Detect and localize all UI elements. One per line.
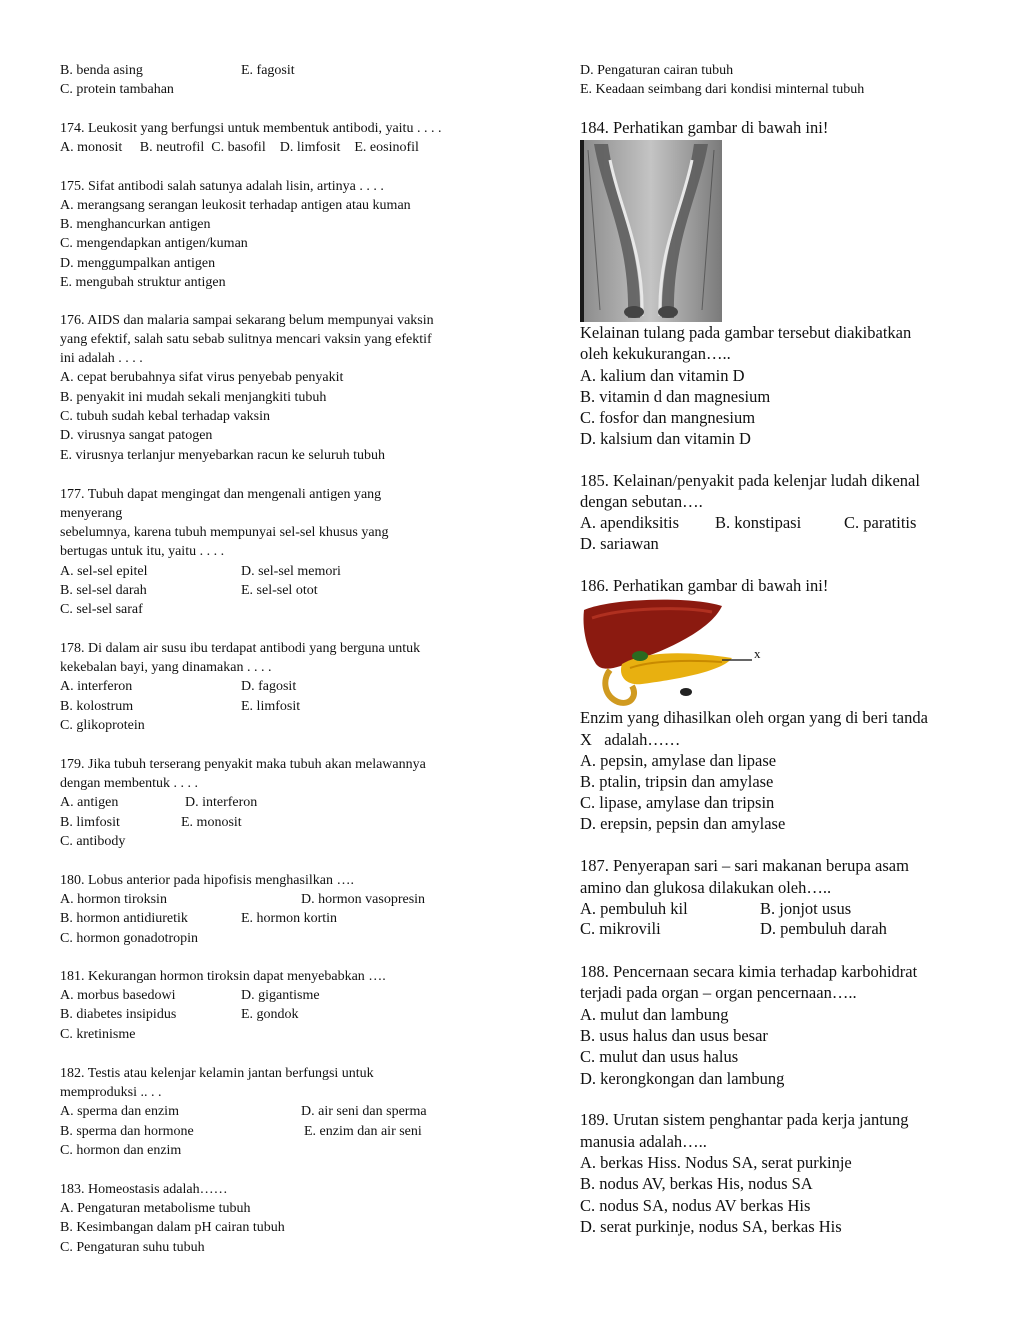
option-b: B. jonjot usus <box>760 899 852 918</box>
option-c: C. sel-sel saraf <box>60 602 143 617</box>
option-c: C. nodus SA, nodus AV berkas His <box>580 1196 811 1215</box>
option-b: B. menghancurkan antigen <box>60 217 211 232</box>
option-a: A. apendiksitis <box>580 513 679 532</box>
option-e: E. sel-sel otot <box>241 583 318 598</box>
question-187-line-2: amino dan glukosa dilakukan oleh….. <box>580 878 832 897</box>
option-d: D. menggumpalkan antigen <box>60 256 216 271</box>
option-d: D. pembuluh darah <box>760 919 887 938</box>
option-d: D. kerongkongan dan lambung <box>580 1069 785 1088</box>
option-b: B. diabetes insipidus <box>60 1007 177 1022</box>
option-c: C. protein tambahan <box>60 82 174 97</box>
option-d: D. interferon <box>185 795 258 810</box>
option-c: C. mikrovili <box>580 919 661 938</box>
option-a: A. cepat berubahnya sifat virus penyebab penyakit <box>60 370 344 385</box>
question-183: 183. Homeostasis adalah…… <box>60 1182 228 1197</box>
option-d: D. hormon vasopresin <box>301 892 426 907</box>
option-b: B. nodus AV, berkas His, nodus SA <box>580 1174 813 1193</box>
option-d: D. kalsium dan vitamin D <box>580 429 751 448</box>
question-181: 181. Kekurangan hormon tiroksin dapat menyebabkan …. <box>60 969 386 984</box>
question-178-line-1: 178. Di dalam air susu ibu terdapat antibodi yang berguna untuk <box>60 641 421 656</box>
question-178-line-2: kekebalan bayi, yang dinamakan . . . . <box>60 660 272 675</box>
bowed-legs-image <box>580 140 722 322</box>
option-e: E. monosit <box>181 815 242 830</box>
option-c: C. lipase, amylase dan tripsin <box>580 793 775 812</box>
question-175: 175. Sifat antibodi salah satunya adalah lisin, artinya . . . . <box>60 179 384 194</box>
question-186-stem-line-1: Enzim yang dihasilkan oleh organ yang di beri tanda <box>580 708 928 727</box>
option-a: A. sel-sel epitel <box>60 564 148 579</box>
question-186: 186. Perhatikan gambar di bawah ini! <box>580 576 829 595</box>
option-c: C. mengendapkan antigen/kuman <box>60 236 248 251</box>
option-e: E. mengubah struktur antigen <box>60 275 226 290</box>
option-a: A. antigen <box>60 795 119 810</box>
question-184: 184. Perhatikan gambar di bawah ini! <box>580 118 829 137</box>
question-176-line-1: 176. AIDS dan malaria sampai sekarang belum mempunyai vaksin <box>60 313 434 328</box>
question-177-line-2: menyerang <box>60 506 123 521</box>
option-b: B. kolostrum <box>60 699 134 714</box>
option-a: A. merangsang serangan leukosit terhadap antigen atau kuman <box>60 198 411 213</box>
option-a: A. Pengaturan metabolisme tubuh <box>60 1201 251 1216</box>
option-b: B. sperma dan hormone <box>60 1124 194 1139</box>
option-d: D. virusnya sangat patogen <box>60 428 213 443</box>
option-b: B. limfosit <box>60 815 120 830</box>
question-177-line-4: bertugas untuk itu, yaitu . . . . <box>60 544 225 559</box>
liver-pancreas-image <box>582 598 772 706</box>
option-b: B. Kesimbangan dalam pH cairan tubuh <box>60 1220 285 1235</box>
option-c: C. fosfor dan mangnesium <box>580 408 756 427</box>
question-174-options: A. monosit B. neutrofil C. basofil D. limfosit E. eosinofil <box>60 140 419 155</box>
question-184-stem-line-2: oleh kekukurangan….. <box>580 344 731 363</box>
question-189-line-1: 189. Urutan sistem penghantar pada kerja jantung <box>580 1110 909 1129</box>
option-c: C. paratitis <box>844 513 917 532</box>
option-e: E. hormon kortin <box>241 911 338 926</box>
option-c: C. mulut dan usus halus <box>580 1047 739 1066</box>
option-b: B. vitamin d dan magnesium <box>580 387 771 406</box>
option-a: A. pepsin, amylase dan lipase <box>580 751 777 770</box>
option-a: A. pembuluh kil <box>580 899 688 918</box>
question-188-line-2: terjadi pada organ – organ pencernaan….. <box>580 983 857 1002</box>
question-189-line-2: manusia adalah….. <box>580 1132 707 1151</box>
option-d: D. fagosit <box>241 679 297 694</box>
option-b: B. penyakit ini mudah sekali menjangkiti tubuh <box>60 390 327 405</box>
question-182-line-2: memproduksi .. . . <box>60 1085 162 1100</box>
organ-label-x: x <box>754 646 761 661</box>
option-b: B. hormon antidiuretik <box>60 911 188 926</box>
option-c: C. kretinisme <box>60 1027 136 1042</box>
option-a: A. sperma dan enzim <box>60 1104 179 1119</box>
option-d: D. sariawan <box>580 534 659 553</box>
option-d: D. erepsin, pepsin dan amylase <box>580 814 786 833</box>
option-e: E. fagosit <box>241 63 295 78</box>
option-e: E. limfosit <box>241 699 301 714</box>
option-e: E. enzim dan air seni <box>304 1124 422 1139</box>
question-176-line-3: ini adalah . . . . <box>60 351 143 366</box>
option-a: A. berkas Hiss. Nodus SA, serat purkinje <box>580 1153 852 1172</box>
option-d: D. serat purkinje, nodus SA, berkas His <box>580 1217 842 1236</box>
option-d: D. sel-sel memori <box>241 564 341 579</box>
option-c: C. glikoprotein <box>60 718 145 733</box>
option-b: B. benda asing <box>60 63 143 78</box>
question-176-line-2: yang efektif, salah satu sebab sulitnya mencari vaksin yang efektif <box>60 332 432 347</box>
option-a: A. interferon <box>60 679 133 694</box>
option-d: D. air seni dan sperma <box>301 1104 427 1119</box>
question-185-line-2: dengan sebutan…. <box>580 492 703 511</box>
option-a: A. mulut dan lambung <box>580 1005 729 1024</box>
option-c: C. Pengaturan suhu tubuh <box>60 1240 205 1255</box>
option-b: B. konstipasi <box>715 513 802 532</box>
option-b: B. usus halus dan usus besar <box>580 1026 768 1045</box>
option-e: E. Keadaan seimbang dari kondisi minternal tubuh <box>580 82 865 97</box>
option-a: A. kalium dan vitamin D <box>580 366 745 385</box>
option-c: C. hormon dan enzim <box>60 1143 182 1158</box>
question-180: 180. Lobus anterior pada hipofisis menghasilkan …. <box>60 873 354 888</box>
option-e: E. gondok <box>241 1007 299 1022</box>
question-174: 174. Leukosit yang berfungsi untuk membentuk antibodi, yaitu . . . . <box>60 121 442 136</box>
question-179-line-1: 179. Jika tubuh terserang penyakit maka tubuh akan melawannya <box>60 757 426 772</box>
question-177-line-3: sebelumnya, karena tubuh mempunyai sel-sel khusus yang <box>60 525 389 540</box>
option-a: A. morbus basedowi <box>60 988 176 1003</box>
option-b: B. ptalin, tripsin dan amylase <box>580 772 774 791</box>
option-a: A. hormon tiroksin <box>60 892 167 907</box>
question-184-stem-line-1: Kelainan tulang pada gambar tersebut diakibatkan <box>580 323 912 342</box>
option-c: C. antibody <box>60 834 126 849</box>
option-d: D. Pengaturan cairan tubuh <box>580 63 734 78</box>
option-c: C. hormon gonadotropin <box>60 931 199 946</box>
question-179-line-2: dengan membentuk . . . . <box>60 776 199 791</box>
question-177-line-1: 177. Tubuh dapat mengingat dan mengenali antigen yang <box>60 487 382 502</box>
option-b: B. sel-sel darah <box>60 583 147 598</box>
option-c: C. tubuh sudah kebal terhadap vaksin <box>60 409 270 424</box>
question-187-line-1: 187. Penyerapan sari – sari makanan berupa asam <box>580 856 909 875</box>
question-186-stem-line-2: X adalah…… <box>580 730 681 749</box>
option-e: E. virusnya terlanjur menyebarkan racun ke seluruh tubuh <box>60 448 386 463</box>
question-188-line-1: 188. Pencernaan secara kimia terhadap karbohidrat <box>580 962 918 981</box>
question-182-line-1: 182. Testis atau kelenjar kelamin jantan berfungsi untuk <box>60 1066 374 1081</box>
question-185-line-1: 185. Kelainan/penyakit pada kelenjar ludah dikenal <box>580 471 920 490</box>
option-d: D. gigantisme <box>241 988 320 1003</box>
